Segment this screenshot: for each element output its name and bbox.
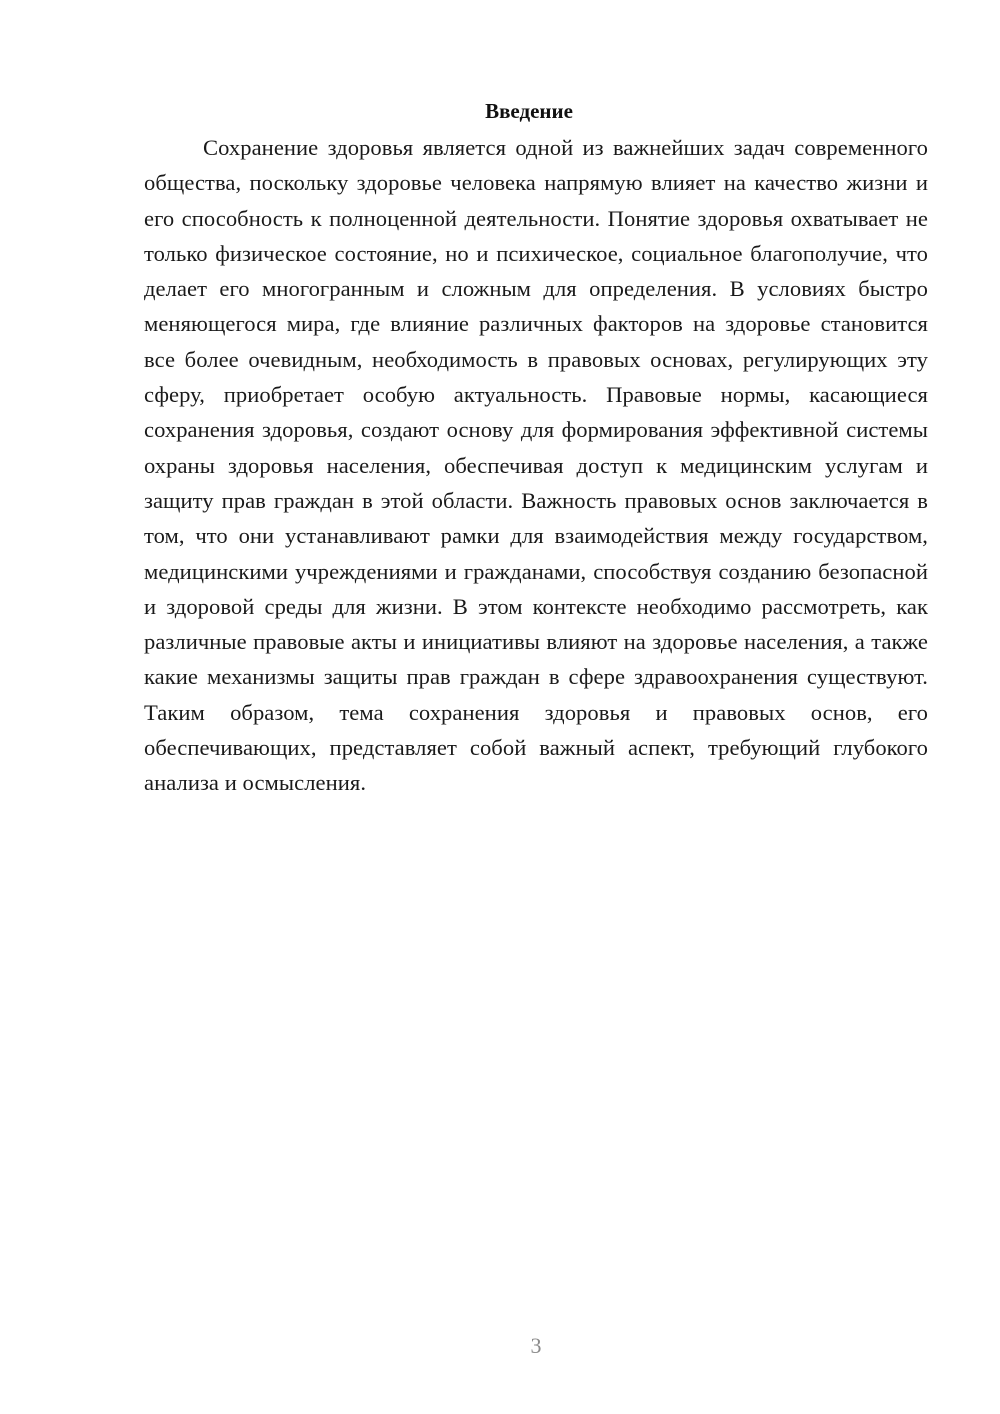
- section-heading: Введение: [485, 99, 573, 123]
- body-paragraph: Сохранение здоровья является одной из важнейших задач современного общества, поскольку здоровье человека напрямую влияет на качество жизни и его способность к полноценной деятельности. Понятие здоровья охватывает не только физическое состояние, но и психическое, социальное благополучие, что делает его многогранным и сложным для определения. В условиях быстро меняющегося мира, где влияние различных факторов на здоровье становится все более очевидным, необходимость в правовых основах, регулирующих эту сферу, приобретает особую актуальность. Правовые нормы, касающиеся сохранения здоровья, создают основу для формирования эффективной системы охраны здоровья населения, обеспечивая доступ к медицинским услугам и защиту прав граждан в этой области. Важность правовых основ заключается в том, что они устанавливают рамки для взаимодействия между государством, медицинскими учреждениями и гражданами, способствуя созданию безопасной и здоровой среды для жизни. В этом контексте необходимо рассмотреть, как различные правовые акты и инициативы влияют на здоровье населения, а также какие механизмы защиты прав граждан в сфере здравоохранения существуют. Таким образом, тема сохранения здоровья и правовых основ, его обеспечивающих, представляет собой важный аспект, требующий глубокого анализа и осмысления.: [144, 135, 928, 796]
- page-content: [144, 92, 928, 801]
- page-number: 3: [530, 1333, 542, 1358]
